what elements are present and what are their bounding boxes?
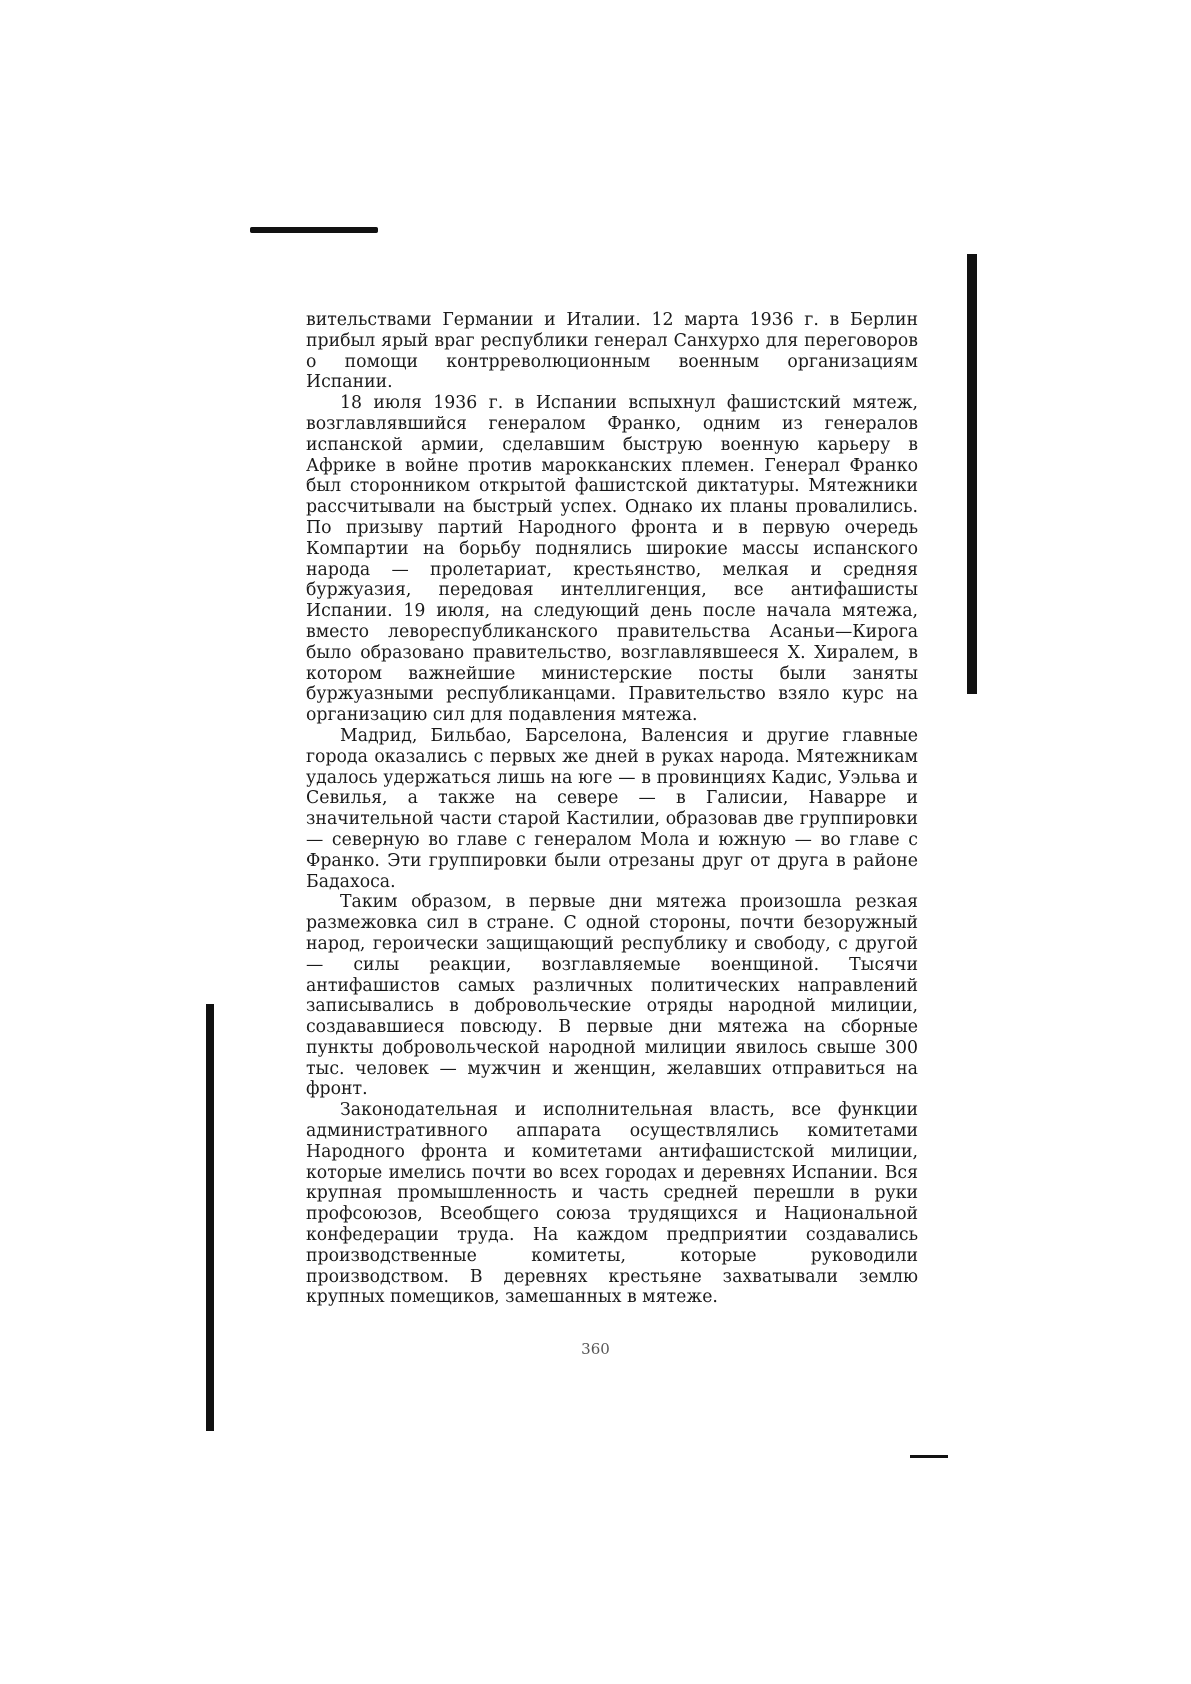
paragraph-division-of-forces: Таким образом, в первые дни мятежа произошла резкая размежовка сил в стране. С одной стороны, почти безоружный народ, героически защищающий республику и свободу, с другой — силы реакции, возглавляемые военщиной. Тысячи антифашистов самых различных политических направлений записывались в добровольческие отряды народной милиции, создававшиеся повсюду. В первые дни мятежа на сборные пункты добровольческой народной милиции явилось свыше 300 тыс. человек — мужчин и женщин, желавших отправиться на фронт. bbox=[306, 892, 918, 1100]
paragraph-cities: Мадрид, Бильбао, Барселона, Валенсия и другие главные города оказались с первых же дней в руках народа. Мятежникам удалось удержаться лишь на юге — в провинциях Кадис, Уэльва и Севилья, а также на севере — в Галисии, Наварре и значительной части старой Кастилии, образовав две группировки — северную во главе с генералом Мола и южную — во главе с Франко. Эти группировки были отрезаны друг от друга в районе Бадахоса. bbox=[306, 725, 918, 892]
scan-edge-mark-top bbox=[250, 227, 378, 233]
paragraph-fascist-uprising: 18 июля 1936 г. в Испании вспыхнул фашистский мятеж, возглавлявшийся генералом Франко, одним из генералов испанской армии, сделавшим быструю военную карьеру в Африке в войне против марокканских племен. Генерал Франко был сторонником открытой фашистской диктатуры. Мятежники рассчитывали на быстрый успех. Однако их планы провалились. По призыву партий Народного фронта и в первую очередь Компартии на борьбу поднялись широкие массы испанского народа — пролетариат, крестьянство, мелкая и средняя буржуазия, передовая интеллигенция, все антифашисты Испании. 19 июля, на следующий день после начала мятежа, вместо левореспубликанского правительства Асаньи—Кирога было образовано правительство, возглавлявшееся Х. Хиралем, в котором важнейшие министерские посты были заняты буржуазными республиканцами. Правительство взяло курс на организацию сил для подавления мятежа. bbox=[306, 393, 918, 726]
scan-edge-mark-bottom bbox=[910, 1455, 948, 1458]
page-body-text bbox=[306, 310, 918, 1308]
paragraph-continued: вительствами Германии и Италии. 12 марта 1936 г. в Берлин прибыл ярый враг республики генерал Санхурхо для переговоров о помощи контрреволюционным военным организациям Испании. bbox=[306, 310, 918, 393]
scan-edge-bar-left bbox=[206, 1004, 214, 1431]
page-number: 360 bbox=[581, 1340, 610, 1358]
scan-edge-bar-right bbox=[967, 254, 977, 694]
paragraph-committees: Законодательная и исполнительная власть, все функции административного аппарата осуществлялись комитетами Народного фронта и комитетами антифашистской милиции, которые имелись почти во всех городах и деревнях Испании. Вся крупная промышленность и часть средней перешли в руки профсоюзов, Всеобщего союза трудящихся и Национальной конфедерации труда. На каждом предприятии создавались производственные комитеты, которые руководили производством. В деревнях крестьяне захватывали землю крупных помещиков, замешанных в мятеже. bbox=[306, 1100, 918, 1308]
